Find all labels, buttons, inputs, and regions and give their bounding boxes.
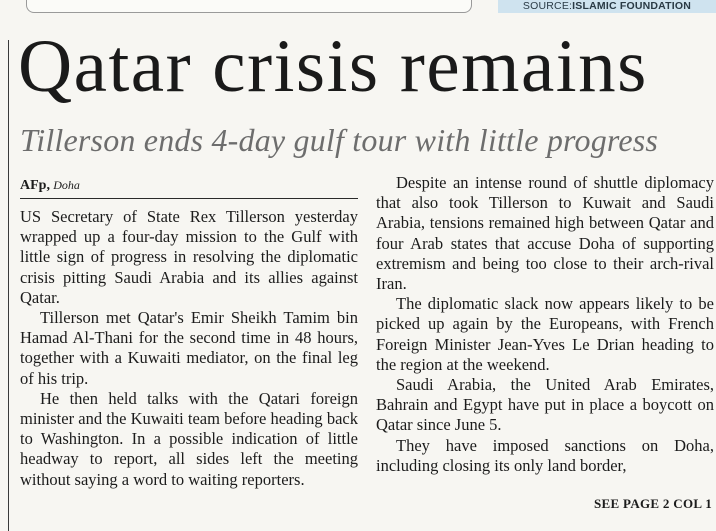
paragraph: The diplomatic slack now appears likely to be picked up again by the Europeans, with French Foreign Minister Jean-Yves Le Drian heading to the region at the weekend. (376, 294, 714, 374)
article-column-2 (376, 173, 714, 476)
byline-dateline: Doha (53, 178, 80, 192)
byline-agency: AFp, (20, 178, 50, 193)
left-column-rule (8, 40, 9, 531)
paragraph: He then held talks with the Qatari foreign minister and the Kuwaiti team before heading back to Washington. In a possible indication of little headway to report, all sides left the meeting without saying a word to waiting reporters. (20, 388, 358, 489)
headline: Qatar crisis remains (18, 25, 648, 108)
paragraph: Tillerson met Qatar's Emir Sheikh Tamim bin Hamad Al-Thani for the second time in 48 hours, together with a Kuwaiti mediator, on the final leg of his trip. (20, 308, 358, 388)
source-prefix: SOURCE: (522, 0, 573, 12)
source-name: ISLAMIC FOUNDATION (572, 0, 692, 12)
subhead: Tillerson ends 4-day gulf tour with little progress (20, 122, 659, 158)
continued-on-page-link[interactable]: SEE PAGE 2 COL 1 (594, 496, 712, 511)
source-tab (498, 0, 716, 13)
paragraph: Saudi Arabia, the United Arab Emirates, Bahrain and Egypt have put in place a boycott on Qatar since June 5. (376, 375, 714, 435)
paragraph: They have imposed sanctions on Doha, including closing its only land border, (376, 435, 714, 475)
paragraph: Despite an intense round of shuttle diplomacy that also took Tillerson to Kuwait and Saudi Arabia, tensions remained high between Qatar and four Arab states that accuse Doha of supporting extremism and being too close to their arch-rival Iran. (376, 173, 714, 294)
top-story-box (26, 0, 472, 13)
article-column-1 (20, 207, 358, 490)
byline-rule (20, 198, 358, 199)
byline (20, 176, 80, 195)
paragraph: US Secretary of State Rex Tillerson yesterday wrapped up a four-day mission to the Gulf with little sign of progress in resolving the diplomatic crisis pitting Saudi Arabia and its allies against Qatar. (20, 207, 358, 307)
